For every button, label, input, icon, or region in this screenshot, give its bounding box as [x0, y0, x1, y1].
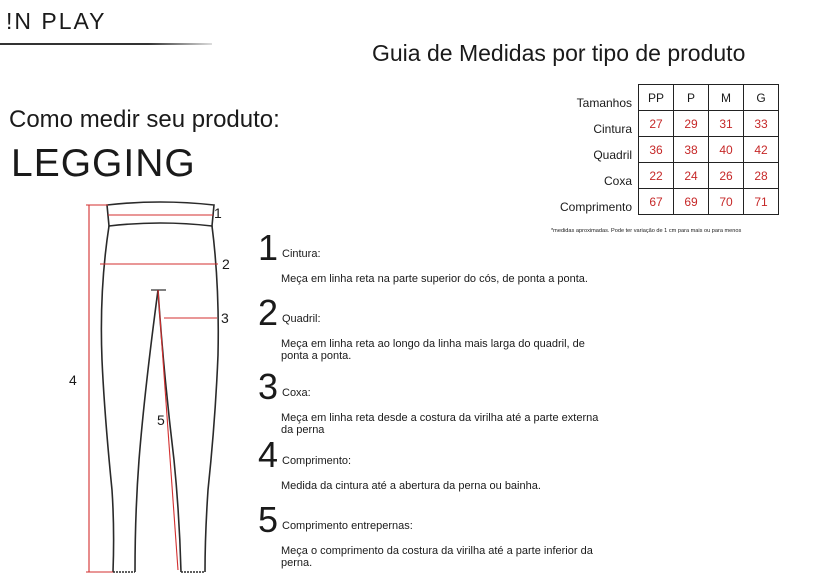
table-row — [560, 111, 779, 137]
step-description: Medida da cintura até a abertura da perna ou bainha. — [281, 480, 541, 492]
diagram-label-inseam: 5 — [157, 412, 165, 428]
table-cell: 24 — [674, 163, 709, 189]
step-number: 2 — [258, 292, 279, 333]
table-row — [560, 189, 779, 215]
diagram-label-length: 4 — [69, 372, 77, 388]
table-cell: 28 — [744, 163, 779, 189]
table-cell: 27 — [639, 111, 674, 137]
table-cell: 67 — [639, 189, 674, 215]
legging-outline — [101, 202, 218, 572]
step-description: Meça em linha reta desde a costura da virilha até a parte externa da perna — [281, 412, 599, 436]
table-cell: 71 — [744, 189, 779, 215]
table-cell: 70 — [709, 189, 744, 215]
measurement-note: *medidas aproximadas. Pode ter variação de 1 cm para mais ou para menos — [551, 228, 742, 234]
logo-divider — [0, 43, 212, 45]
step-description: Meça em linha reta na parte superior do cós, de ponta a ponta. — [281, 273, 588, 285]
step-description: Meça em linha reta ao longo da linha mais larga do quadril, de ponta a ponta. — [281, 338, 585, 362]
brand-logo: !N PLAY — [6, 8, 107, 34]
table-cell: 29 — [674, 111, 709, 137]
step-hip — [258, 292, 618, 362]
size-header-cell: PP — [639, 85, 674, 111]
row-label: Cintura — [593, 121, 633, 136]
step-number: 1 — [258, 227, 279, 268]
table-row — [560, 163, 779, 189]
table-cell: 69 — [674, 189, 709, 215]
step-description: Meça o comprimento da costura da virilha até a parte inferior da perna. — [281, 545, 593, 569]
size-header-row — [560, 85, 779, 111]
diagram-label-thigh: 3 — [221, 310, 229, 326]
page-title: Guia de Medidas por tipo de produto — [372, 40, 746, 66]
row-label: Coxa — [604, 173, 633, 188]
diagram-label-waist: 1 — [214, 205, 222, 221]
legging-diagram — [0, 190, 250, 583]
size-header-cell: G — [744, 85, 779, 111]
size-header-cell: M — [709, 85, 744, 111]
step-label: Quadril: — [282, 313, 321, 325]
table-cell: 36 — [639, 137, 674, 163]
step-label: Coxa: — [282, 387, 311, 399]
row-label: Comprimento — [560, 199, 633, 214]
row-label: Quadril — [593, 147, 633, 162]
step-label: Comprimento entrepernas: — [282, 520, 413, 532]
step-thigh — [258, 366, 618, 436]
table-cell: 26 — [709, 163, 744, 189]
step-length — [258, 434, 618, 492]
table-cell: 38 — [674, 137, 709, 163]
diagram-label-hip: 2 — [222, 256, 230, 272]
size-header-label: Tamanhos — [576, 95, 633, 110]
step-label: Cintura: — [282, 248, 321, 260]
product-name: LEGGING — [11, 142, 196, 185]
measurement-lines — [86, 205, 218, 572]
table-cell: 40 — [709, 137, 744, 163]
step-number: 5 — [258, 499, 279, 540]
size-header-cell: P — [674, 85, 709, 111]
step-number: 4 — [258, 434, 279, 475]
table-cell: 22 — [639, 163, 674, 189]
step-inseam — [258, 499, 618, 569]
table-cell: 33 — [744, 111, 779, 137]
step-waist — [258, 227, 618, 285]
table-cell: 42 — [744, 137, 779, 163]
step-label: Comprimento: — [282, 455, 352, 467]
how-to-measure-heading: Como medir seu produto: — [9, 106, 280, 133]
table-row — [560, 137, 779, 163]
step-number: 3 — [258, 366, 279, 407]
table-cell: 31 — [709, 111, 744, 137]
inseam-measure-line — [158, 290, 178, 570]
size-table — [560, 84, 779, 215]
